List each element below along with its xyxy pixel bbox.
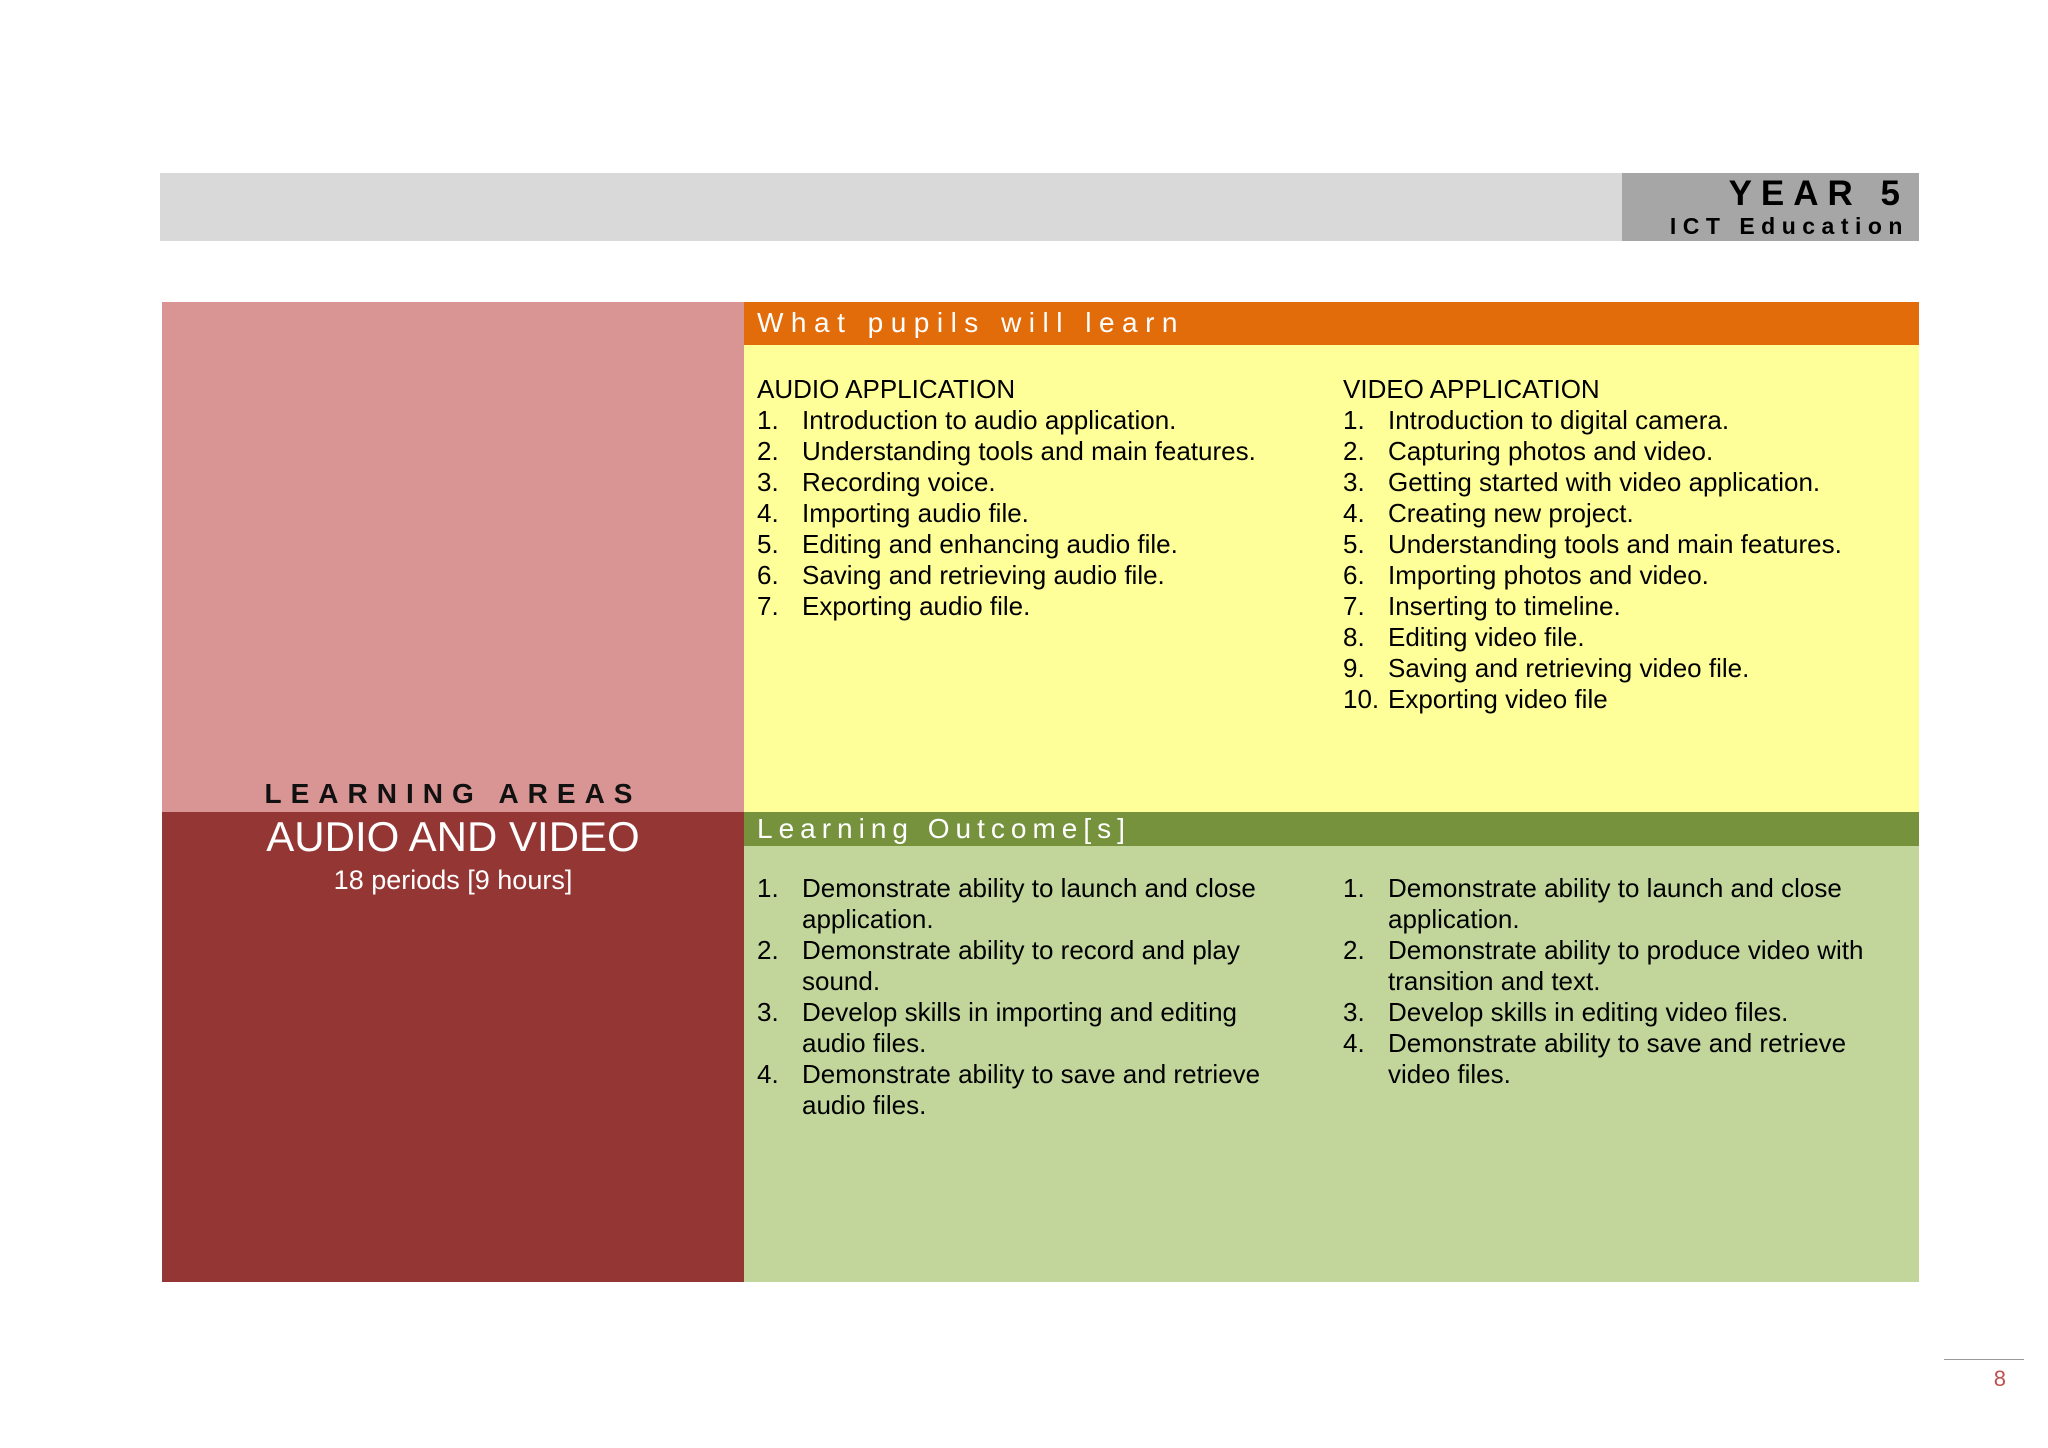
list-item-text: Exporting video file xyxy=(1388,684,1608,714)
list-item-text: Capturing photos and video. xyxy=(1388,436,1714,466)
list-item-text: Creating new project. xyxy=(1388,498,1634,528)
list-item xyxy=(757,935,1302,997)
what-pupils-learn-header xyxy=(744,302,1919,345)
list-item xyxy=(1343,436,1903,467)
list-item-number: 1. xyxy=(757,405,779,435)
list-item xyxy=(1343,653,1903,684)
list-item-number: 3. xyxy=(757,467,779,497)
video-outcomes-list xyxy=(1343,873,1903,1090)
list-item-text: Demonstrate ability to produce video with transition and text. xyxy=(1388,935,1864,996)
list-item xyxy=(1343,591,1903,622)
year-box xyxy=(1622,173,1919,241)
video-application-title: VIDEO APPLICATION xyxy=(1343,374,1600,404)
list-item xyxy=(1343,405,1903,436)
list-item-number: 2. xyxy=(1343,436,1365,466)
list-item-number: 4. xyxy=(1343,1028,1365,1058)
learning-area-periods: 18 periods [9 hours] xyxy=(333,865,573,895)
list-item xyxy=(1343,467,1903,498)
list-item xyxy=(1343,935,1903,997)
list-item xyxy=(757,405,1317,436)
learning-area-panel-top xyxy=(162,302,744,812)
list-item xyxy=(1343,498,1903,529)
list-item-text: Importing audio file. xyxy=(802,498,1029,528)
list-item xyxy=(757,591,1317,622)
list-item xyxy=(757,873,1302,935)
list-item-number: 4. xyxy=(1343,498,1365,528)
list-item-number: 9. xyxy=(1343,653,1365,683)
list-item-number: 3. xyxy=(757,997,779,1027)
list-item-text: Introduction to audio application. xyxy=(802,405,1177,435)
list-item xyxy=(757,997,1302,1059)
list-item-text: Introduction to digital camera. xyxy=(1388,405,1730,435)
what-pupils-learn-title: What pupils will learn xyxy=(757,307,1185,338)
list-item-number: 1. xyxy=(757,873,779,903)
list-item-number: 8. xyxy=(1343,622,1365,652)
audio-application-list xyxy=(757,374,1317,622)
list-item-text: Saving and retrieving video file. xyxy=(1388,653,1750,683)
list-item xyxy=(757,1059,1302,1121)
year-title: YEAR 5 xyxy=(1728,174,1909,213)
list-item-text: Exporting audio file. xyxy=(802,591,1031,621)
list-item-number: 4. xyxy=(757,1059,779,1089)
header-band xyxy=(160,173,1622,241)
audio-outcomes-list xyxy=(757,873,1302,1121)
list-item-number: 3. xyxy=(1343,467,1365,497)
list-item-number: 6. xyxy=(757,560,779,590)
list-item-number: 7. xyxy=(757,591,779,621)
learning-area-name: AUDIO AND VIDEO xyxy=(266,813,640,860)
list-item-text: Recording voice. xyxy=(802,467,996,497)
list-item-number: 2. xyxy=(757,935,779,965)
list-item xyxy=(1343,560,1903,591)
list-item xyxy=(1343,622,1903,653)
list-item xyxy=(757,467,1317,498)
learning-outcomes-header xyxy=(744,812,1919,846)
list-item-number: 5. xyxy=(1343,529,1365,559)
list-item-number: 4. xyxy=(757,498,779,528)
page-number: 8 xyxy=(1993,1366,2006,1391)
list-item-text: Demonstrate ability to save and retrieve video files. xyxy=(1388,1028,1847,1089)
list-item-number: 2. xyxy=(1343,935,1365,965)
list-item-text: Demonstrate ability to launch and close application. xyxy=(802,873,1256,934)
list-item-text: Develop skills in editing video files. xyxy=(1388,997,1789,1027)
list-item-number: 3. xyxy=(1343,997,1365,1027)
list-item-text: Demonstrate ability to launch and close application. xyxy=(1388,873,1842,934)
page-number-rule xyxy=(1944,1359,2024,1360)
list-item xyxy=(757,498,1317,529)
list-item xyxy=(757,529,1317,560)
list-item-text: Develop skills in importing and editing audio files. xyxy=(802,997,1238,1058)
video-application-list xyxy=(1343,374,1903,715)
list-item-text: Understanding tools and main features. xyxy=(802,436,1256,466)
audio-application-title: AUDIO APPLICATION xyxy=(757,374,1016,404)
list-item-text: Demonstrate ability to save and retrieve audio files. xyxy=(802,1059,1261,1120)
subject-title: ICT Education xyxy=(1669,213,1909,239)
learning-outcomes-title: Learning Outcome[s] xyxy=(757,813,1131,844)
list-item xyxy=(757,560,1317,591)
list-item-text: Importing photos and video. xyxy=(1388,560,1709,590)
list-item xyxy=(1343,997,1903,1028)
list-item xyxy=(1343,873,1903,935)
list-item-number: 10. xyxy=(1343,684,1380,714)
list-item xyxy=(757,436,1317,467)
list-item-text: Editing video file. xyxy=(1388,622,1585,652)
list-item-number: 1. xyxy=(1343,873,1365,903)
list-item-number: 5. xyxy=(757,529,779,559)
list-item-text: Demonstrate ability to record and play sound. xyxy=(802,935,1240,996)
list-item-text: Saving and retrieving audio file. xyxy=(802,560,1165,590)
list-item-text: Understanding tools and main features. xyxy=(1388,529,1842,559)
list-item-number: 2. xyxy=(757,436,779,466)
list-item xyxy=(1343,1028,1903,1090)
list-item-text: Getting started with video application. xyxy=(1388,467,1821,497)
list-item-text: Editing and enhancing audio file. xyxy=(802,529,1178,559)
list-item xyxy=(1343,529,1903,560)
list-item xyxy=(1343,684,1903,715)
list-item-number: 7. xyxy=(1343,591,1365,621)
list-item-text: Inserting to timeline. xyxy=(1388,591,1621,621)
list-item-number: 6. xyxy=(1343,560,1365,590)
learning-areas-label: LEARNING AREAS xyxy=(264,778,642,809)
list-item-number: 1. xyxy=(1343,405,1365,435)
